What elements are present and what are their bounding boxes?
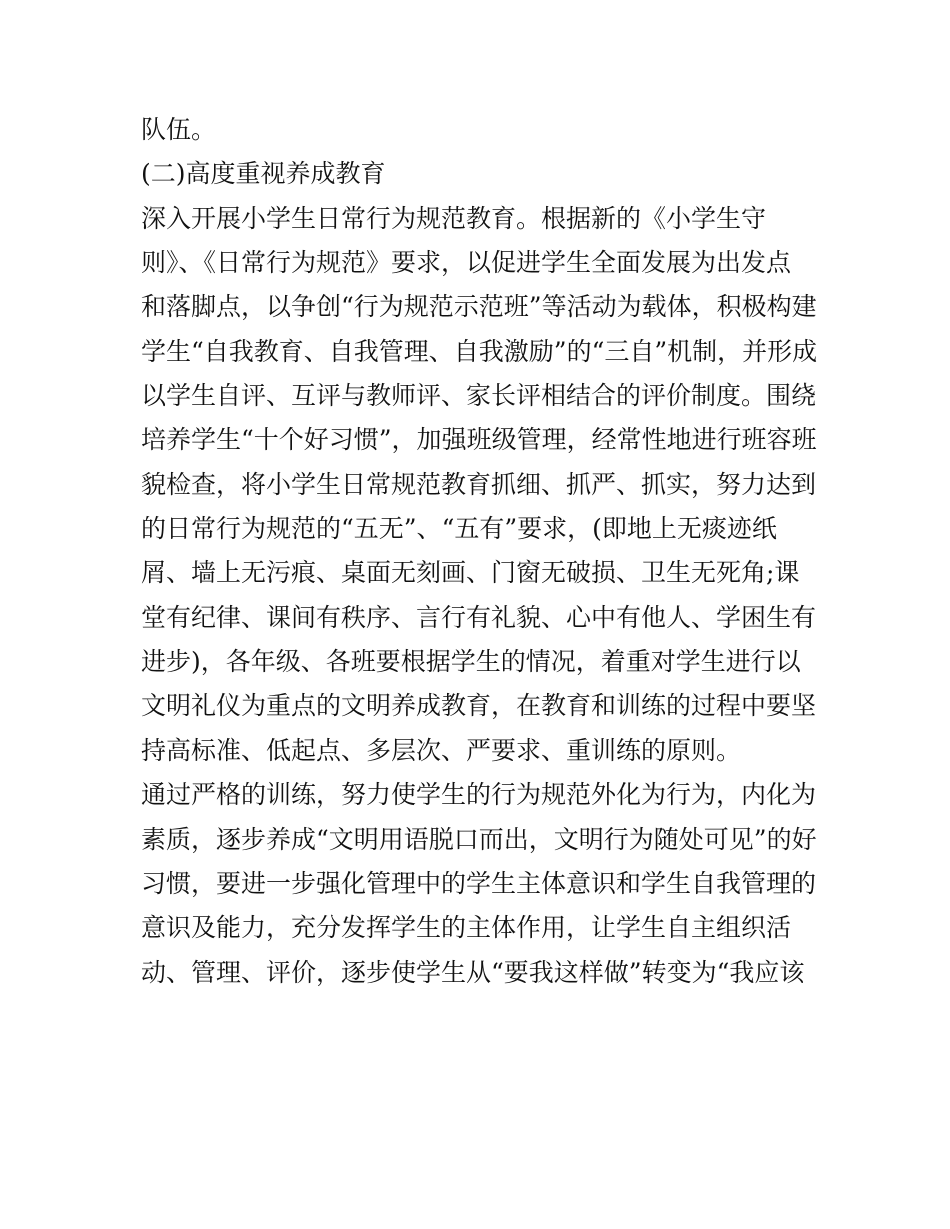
text-line: 通过严格的训练，努力使学生的行为规范外化为行为，内化为 bbox=[141, 780, 817, 810]
text-line: 动、管理、评价，逐步使学生从“要我这样做”转变为“我应该 bbox=[141, 957, 805, 987]
text-line: 深入开展小学生日常行为规范教育。根据新的《小学生守 bbox=[141, 203, 767, 233]
text-line: 素质，逐步养成“文明用语脱口而出，文明行为随处可见”的好 bbox=[141, 824, 817, 854]
text-line: 习惯，要进一步强化管理中的学生主体意识和学生自我管理的 bbox=[141, 868, 817, 898]
text-line: 以学生自评、互评与教师评、家长评相结合的评价制度。围绕 bbox=[141, 381, 817, 411]
text-line: 屑、墙上无污痕、桌面无刻画、门窗无破损、卫生无死角;课 bbox=[141, 558, 800, 588]
section-heading: (二)高度重视养成教育 bbox=[141, 159, 386, 189]
text-line: 貌检查，将小学生日常规范教育抓细、抓严、抓实，努力达到 bbox=[141, 469, 817, 499]
text-line: 持高标准、低起点、多层次、严要求、重训练的原则。 bbox=[141, 735, 742, 765]
text-line: 进步)，各年级、各班要根据学生的情况，着重对学生进行以 bbox=[141, 647, 801, 677]
text-line: 队伍。 bbox=[141, 115, 217, 144]
text-line: 堂有纪律、课间有秩序、言行有礼貌、心中有他人、学困生有 bbox=[141, 602, 817, 632]
text-line: 学生“自我教育、自我管理、自我激励”的“三自”机制，并形成 bbox=[141, 336, 818, 366]
text-line: 意识及能力，充分发挥学生的主体作用，让学生自主组织活 bbox=[141, 913, 792, 943]
text-line: 文明礼仪为重点的文明养成教育，在教育和训练的过程中要坚 bbox=[141, 691, 817, 721]
text-line: 的日常行为规范的“五无”、“五有”要求，(即地上无痰迹纸 bbox=[141, 514, 777, 544]
text-line: 则》、《日常行为规范》要求，以促进学生全面发展为出发点 bbox=[141, 248, 792, 278]
text-line: 和落脚点，以争创“行为规范示范班”等活动为载体，积极构建 bbox=[141, 292, 817, 322]
text-line: 培养学生“十个好习惯”，加强班级管理，经常性地进行班容班 bbox=[141, 425, 817, 455]
document-body bbox=[141, 108, 821, 995]
